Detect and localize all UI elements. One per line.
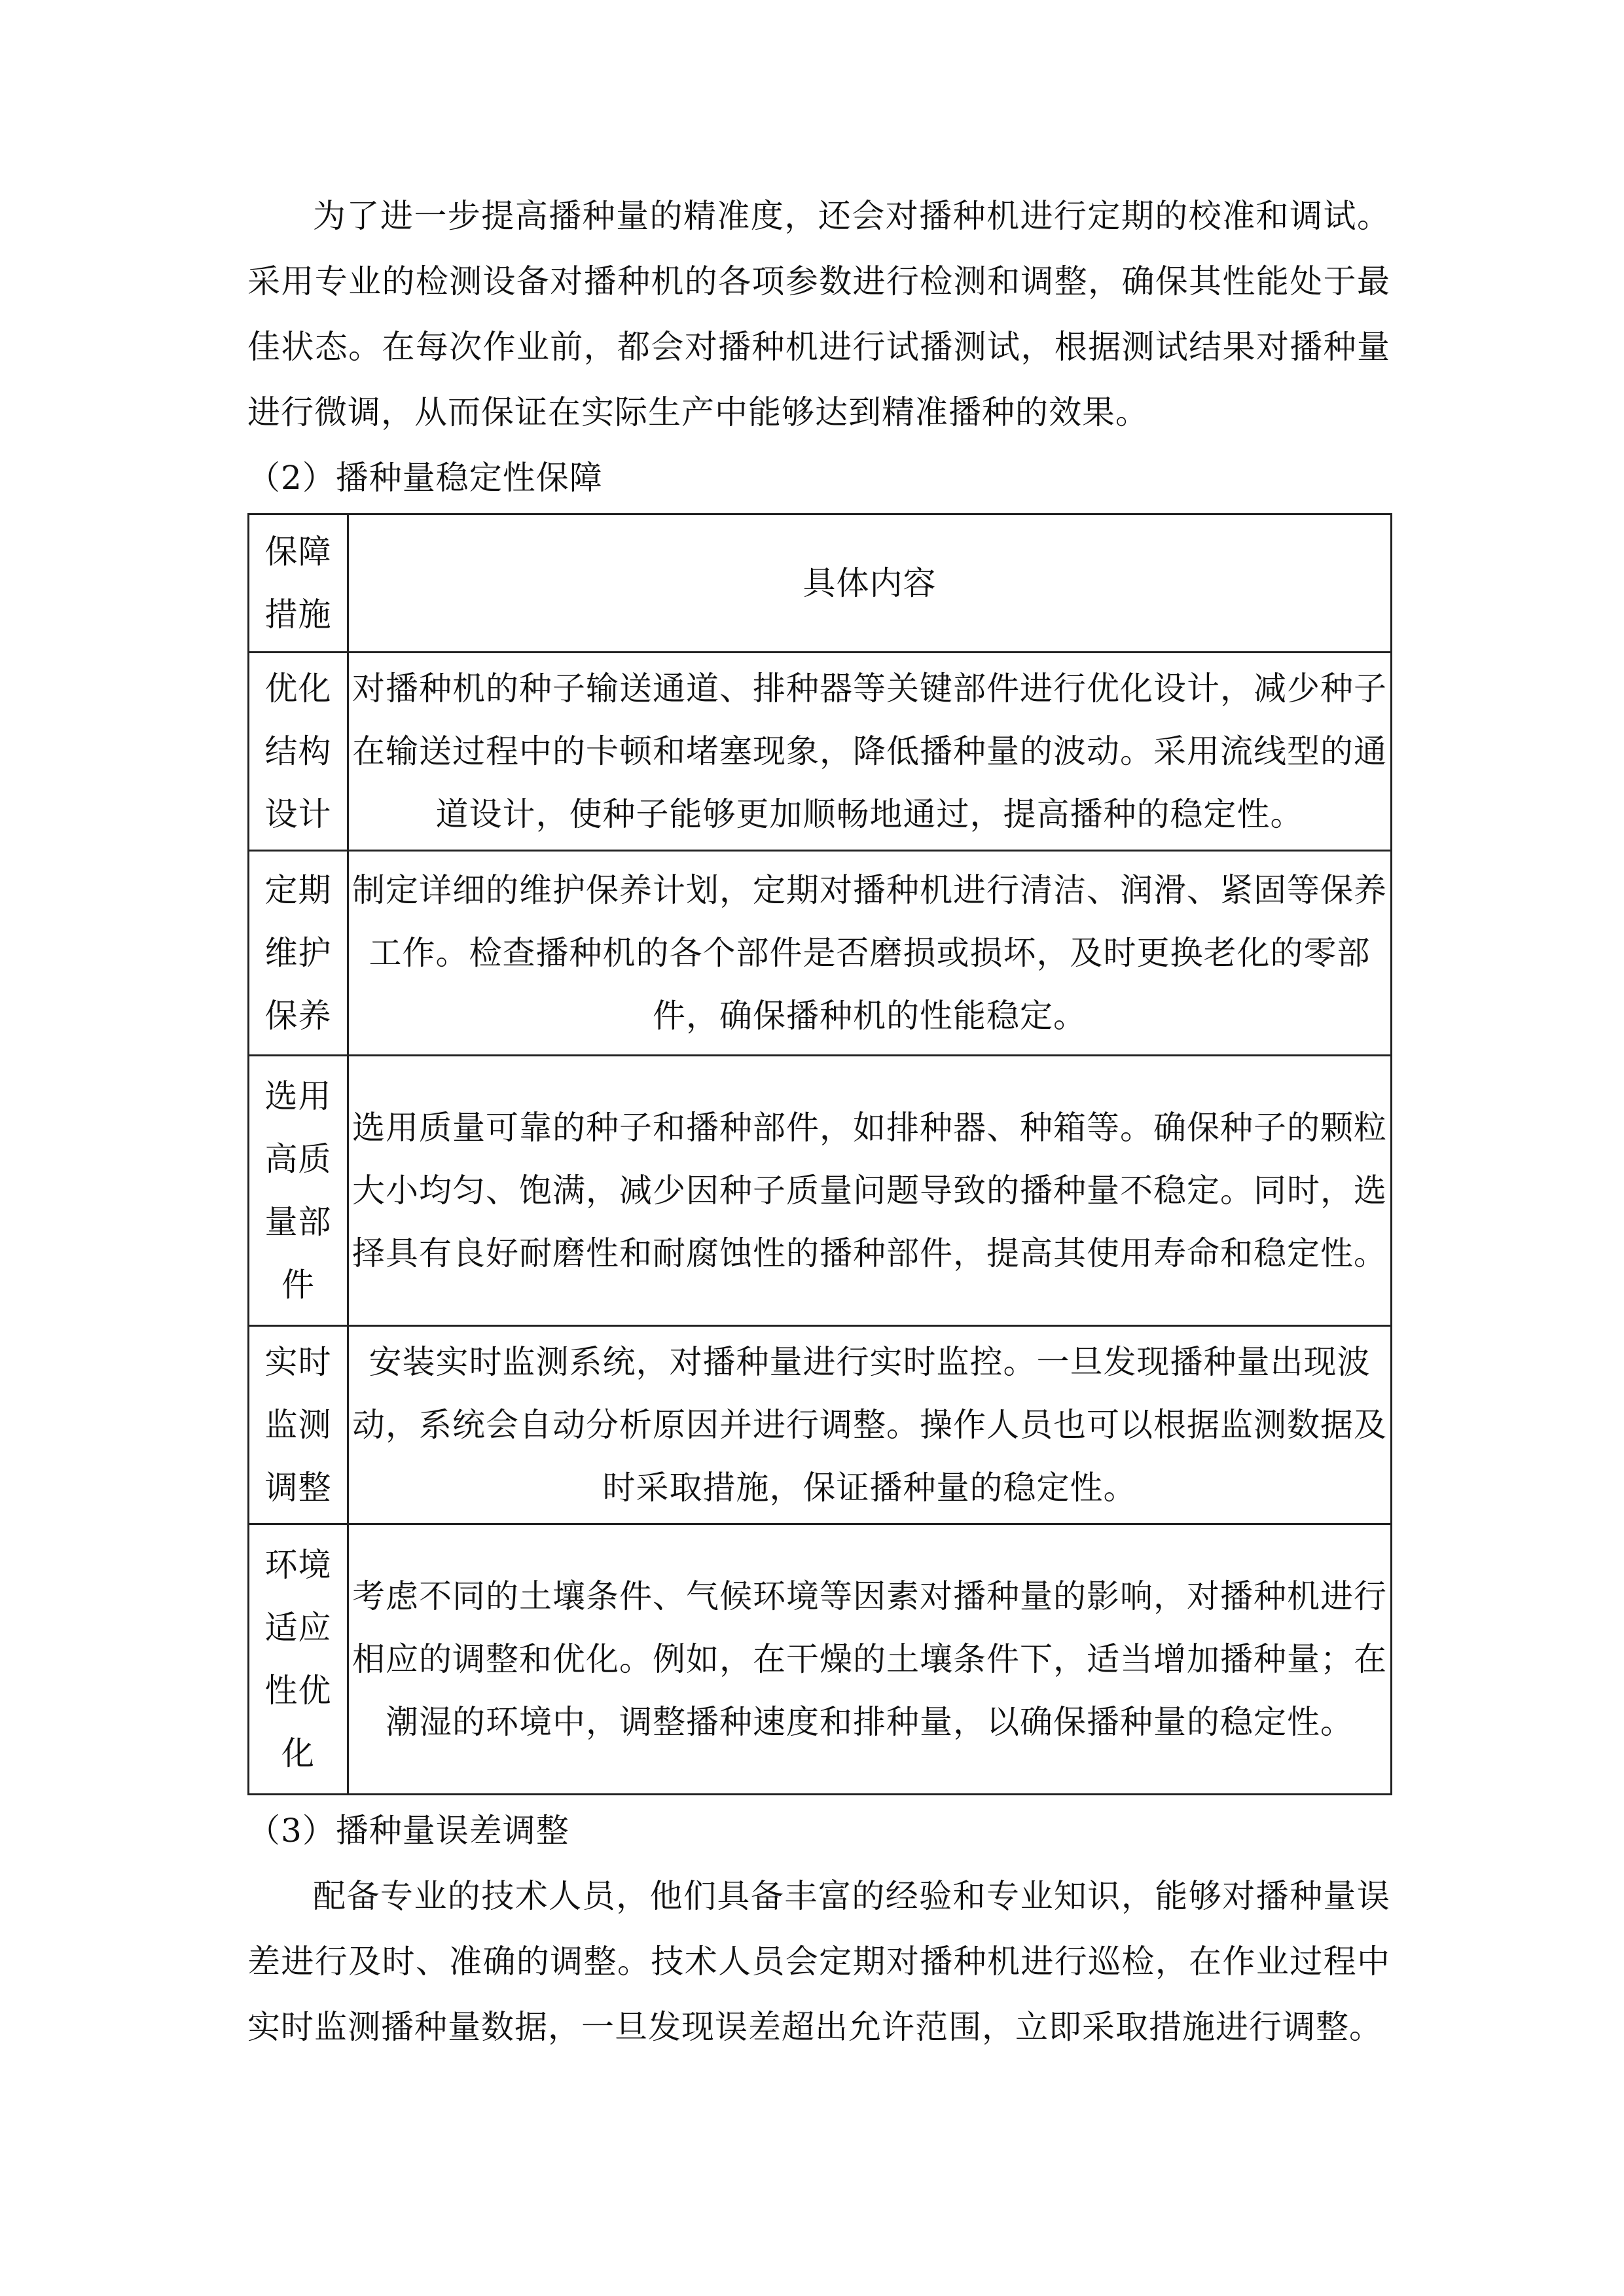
measure-cell: 环境适应性优化 (249, 1524, 348, 1795)
section-2-heading: （2）播种量稳定性保障 (247, 459, 603, 497)
closing-paragraph: 配备专业的技术人员，他们具备丰富的经验和专业知识，能够对播种量误差进行及时、准确的调整。技术人员会定期对播种机进行巡检，在作业过程中实时监测播种量数据，一旦发现误差超出允许范围，立即采取措施进行调整。 (247, 1877, 1390, 2046)
header-measure: 保障措施 (249, 514, 348, 653)
section-3-heading: （3）播种量误差调整 (247, 1812, 569, 1850)
table-row (249, 1326, 1392, 1524)
intro-paragraph: 为了进一步提高播种量的精准度，还会对播种机进行定期的校准和调试。采用专业的检测设备对播种机的各项参数进行检测和调整，确保其性能处于最佳状态。在每次作业前，都会对播种机进行试播测试，根据测试结果对播种量进行微调，从而保证在实际生产中能够达到精准播种的效果。 (247, 197, 1390, 431)
measure-cell: 优化结构设计 (249, 653, 348, 851)
header-content: 具体内容 (348, 514, 1392, 653)
content-cell: 选用质量可靠的种子和播种部件，如排种器、种箱等。确保种子的颗粒大小均匀、饱满，减少因种子质量问题导致的播种量不稳定。同时，选择具有良好耐磨性和耐腐蚀性的播种部件，提高其使用寿命和稳定性。 (348, 1056, 1392, 1326)
content-cell: 安装实时监测系统，对播种量进行实时监控。一旦发现播种量出现波动，系统会自动分析原因并进行调整。操作人员也可以根据监测数据及时采取措施，保证播种量的稳定性。 (348, 1326, 1392, 1524)
table-row (249, 851, 1392, 1056)
content-cell: 制定详细的维护保养计划，定期对播种机进行清洁、润滑、紧固等保养工作。检查播种机的各个部件是否磨损或损坏，及时更换老化的零部件，确保播种机的性能稳定。 (348, 851, 1392, 1056)
stability-measures-table (247, 513, 1392, 1795)
content-cell: 考虑不同的土壤条件、气候环境等因素对播种量的影响，对播种机进行相应的调整和优化。例如，在干燥的土壤条件下，适当增加播种量；在潮湿的环境中，调整播种速度和排种量，以确保播种量的稳定性。 (348, 1524, 1392, 1795)
measure-cell: 选用高质量部件 (249, 1056, 348, 1326)
measure-cell: 实时监测调整 (249, 1326, 348, 1524)
table-header-row (249, 514, 1392, 653)
measure-cell: 定期维护保养 (249, 851, 348, 1056)
table-row (249, 1056, 1392, 1326)
document-page (247, 183, 1390, 2060)
table-row (249, 1524, 1392, 1795)
content-cell: 对播种机的种子输送通道、排种器等关键部件进行优化设计，减少种子在输送过程中的卡顿和堵塞现象，降低播种量的波动。采用流线型的通道设计，使种子能够更加顺畅地通过，提高播种的稳定性。 (348, 653, 1392, 851)
table-row (249, 653, 1392, 851)
